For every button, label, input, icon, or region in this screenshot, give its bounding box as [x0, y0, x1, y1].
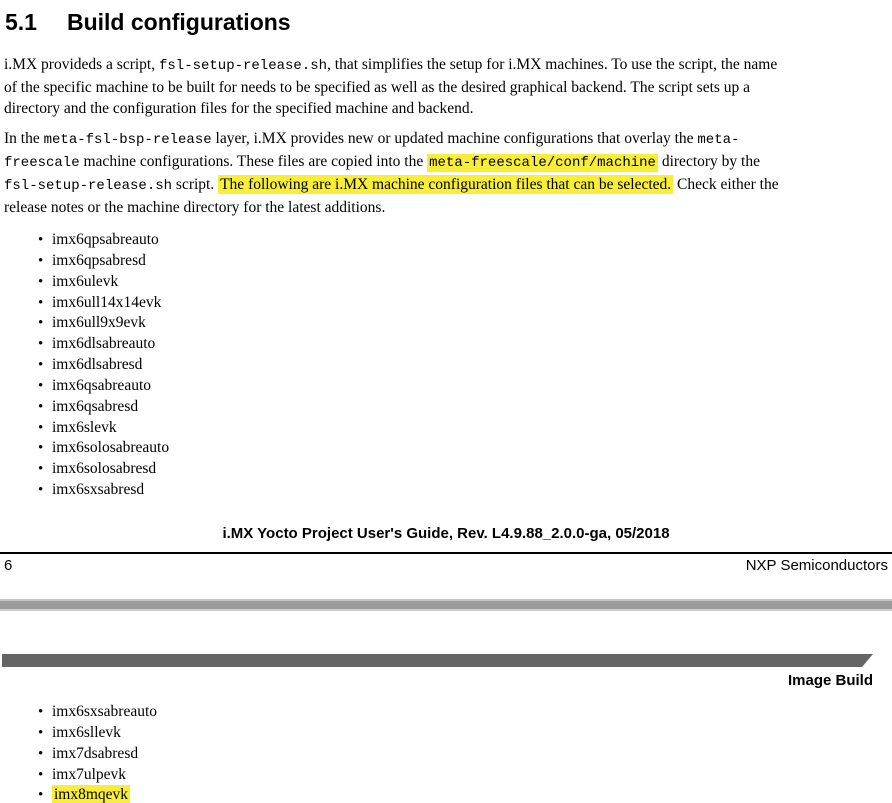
machine-name: imx6qsabreauto [52, 376, 152, 394]
footer-rule [0, 552, 892, 554]
text-run: directory by the [657, 153, 760, 170]
machine-name: imx6dlsabreauto [52, 335, 156, 353]
paragraph-machine-configs [4, 128, 888, 218]
list-item [52, 723, 892, 744]
section-header-bar [2, 654, 873, 667]
text-run: directory and the configuration files for the specified machine and backend. [4, 100, 474, 117]
footer-doc-title: i.MX Yocto Project User's Guide, Rev. L4.9.88_2.0.0-ga, 05/2018 [222, 524, 670, 542]
text-line [4, 128, 888, 151]
list-item [52, 293, 892, 314]
list-item [52, 334, 892, 355]
machine-name: imx6dlsabresd [52, 356, 143, 374]
machine-list-page1 [0, 230, 892, 501]
list-item [52, 355, 892, 376]
list-item [52, 785, 892, 803]
page-1 [0, 8, 892, 575]
list-item [52, 313, 892, 334]
text-line [4, 54, 888, 77]
machine-name: imx6ull14x14evk [52, 293, 162, 311]
text-run: script. [172, 176, 219, 193]
footer-row [4, 557, 888, 575]
text-run: meta-fsl-bsp-release [43, 132, 212, 148]
text-line [4, 151, 888, 174]
machine-name: imx6ulevk [52, 272, 119, 290]
machine-name: imx6slevk [52, 418, 117, 436]
machine-name: imx6sxsabreauto [52, 702, 158, 720]
list-item [52, 272, 892, 293]
text-run: In the [4, 130, 44, 147]
text-line [4, 77, 888, 98]
machine-name: imx6solosabreauto [52, 439, 170, 457]
machine-list-page2 [0, 702, 892, 803]
list-item [52, 418, 892, 439]
section-heading [5, 8, 892, 36]
list-item [52, 397, 892, 418]
page-separator [0, 599, 892, 611]
page-2 [0, 654, 892, 803]
page-number: 6 [4, 556, 13, 574]
list-item [52, 459, 892, 480]
text-run: i.MX provideds a script, [4, 56, 159, 73]
machine-name: imx6qsabresd [52, 397, 139, 415]
machine-name: imx6qpsabresd [52, 251, 146, 269]
text-line [4, 174, 888, 197]
machine-name: imx6qpsabreauto [52, 231, 159, 248]
list-item [52, 251, 892, 272]
text-run: layer, i.MX provides new or updated machine configurations that overlay the [211, 130, 698, 147]
text-run: release notes or the machine directory for the latest additions. [4, 199, 386, 216]
machine-name: imx8mqevk [54, 786, 129, 803]
machine-name: imx7ulpevk [52, 765, 127, 783]
paragraph-intro [4, 54, 888, 119]
list-item [52, 765, 892, 786]
section-title: Build configurations [66, 9, 291, 35]
publisher-name: NXP Semiconductors [745, 556, 888, 574]
list-item [52, 438, 892, 459]
text-run: meta-freescale/conf/machine [429, 155, 656, 171]
list-item [52, 230, 892, 251]
text-run: fsl-setup-release.sh [4, 178, 173, 194]
text-run: The following are i.MX machine configuration files that can be selected. [220, 176, 672, 193]
text-run: Check either the [673, 176, 779, 193]
list-item [52, 376, 892, 397]
text-run: freescale [4, 155, 80, 171]
text-line [4, 197, 888, 218]
machine-name: imx6sllevk [52, 723, 121, 741]
list-item [52, 480, 892, 501]
section-number: 5.1 [5, 9, 37, 35]
text-run: meta- [697, 132, 740, 148]
machine-name: imx6solosabresd [52, 460, 157, 478]
text-line [4, 98, 888, 119]
text-run: of the specific machine to be built for needs to be specified as well as the desired graphical backend. The script sets up a [4, 79, 751, 96]
text-run: machine configurations. These files are copied into the [79, 153, 428, 170]
machine-name: imx6sxsabresd [52, 481, 145, 499]
machine-name: imx7dsabresd [52, 744, 139, 762]
text-run: , that simplifies the setup for i.MX machines. To use the script, the name [327, 56, 778, 73]
machine-name: imx6ull9x9evk [52, 314, 146, 332]
list-item [52, 744, 892, 765]
running-header-label: Image Build [787, 671, 873, 689]
list-item [52, 702, 892, 723]
text-run: fsl-setup-release.sh [158, 58, 328, 74]
